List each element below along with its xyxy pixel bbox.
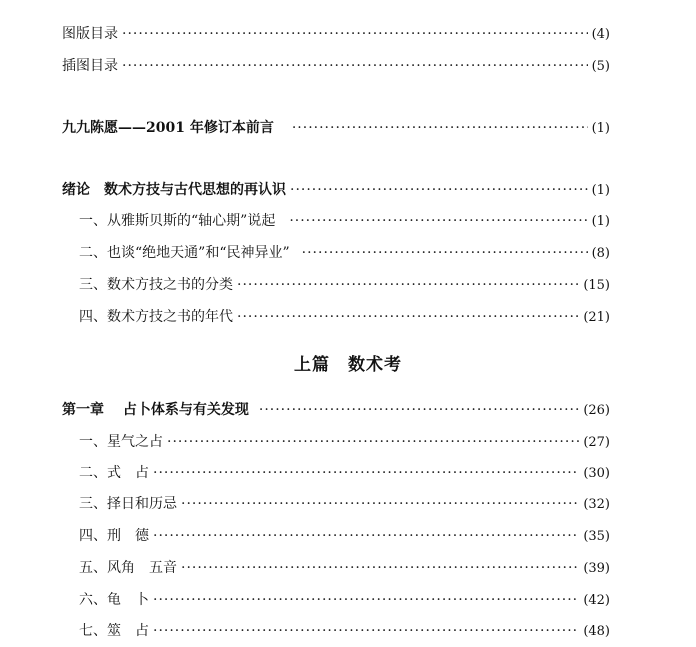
entry-page: (39) xyxy=(583,561,610,576)
entry-page: (8) xyxy=(591,246,610,261)
toc-entry-ch1-1[interactable] xyxy=(79,432,610,453)
toc-entry-intro-1[interactable] xyxy=(79,211,610,232)
entry-page: (35) xyxy=(583,529,610,544)
entry-title: 三、择日和历忌 xyxy=(79,496,177,512)
leader-dots xyxy=(122,24,588,44)
part-heading: 上篇 数术考 xyxy=(294,355,402,375)
leader-dots xyxy=(153,526,579,546)
entry-title: 第一章 占卜体系与有关发现 xyxy=(62,402,249,418)
leader-dots xyxy=(259,400,579,420)
entry-page: (1) xyxy=(591,121,610,136)
leader-dots xyxy=(181,558,579,578)
entry-title: 五、风角 五音 xyxy=(79,560,177,576)
entry-page: (30) xyxy=(583,466,610,481)
entry-page: (5) xyxy=(591,59,610,74)
toc-entry-plates[interactable] xyxy=(62,24,610,45)
entry-title: 绪论 数术方技与古代思想的再认识 xyxy=(62,182,286,198)
entry-title: 一、从雅斯贝斯的“轴心期”说起 xyxy=(79,213,276,229)
toc-entry-ch1-5[interactable] xyxy=(79,558,610,579)
entry-page: (1) xyxy=(591,183,610,198)
entry-title: 六、龟 卜 xyxy=(79,592,149,608)
toc-entry-ch1-7[interactable] xyxy=(79,621,610,642)
leader-dots xyxy=(181,494,579,514)
entry-title: 二、式 占 xyxy=(79,465,149,481)
toc-entry-ch1-2[interactable] xyxy=(79,463,610,484)
entry-title: 三、数术方技之书的分类 xyxy=(79,277,233,293)
leader-dots xyxy=(302,243,588,263)
entry-title: 九九陈愿——2001 年修订本前言 xyxy=(62,120,274,136)
leader-dots xyxy=(167,432,579,452)
leader-dots xyxy=(122,56,588,76)
entry-page: (15) xyxy=(583,278,610,293)
entry-page: (42) xyxy=(583,593,610,608)
toc-entry-intro-3[interactable] xyxy=(79,275,610,296)
leader-dots xyxy=(153,463,579,483)
toc-entry-ch1-3[interactable] xyxy=(79,494,610,515)
leader-dots xyxy=(153,621,579,641)
leader-dots xyxy=(237,307,579,327)
toc-entry-intro-2[interactable] xyxy=(79,243,610,264)
entry-title: 四、数术方技之书的年代 xyxy=(79,309,233,325)
toc-entry-preface[interactable] xyxy=(62,118,610,139)
toc-entry-ch1-4[interactable] xyxy=(79,526,610,547)
entry-page: (1) xyxy=(591,214,610,229)
entry-title: 二、也谈“绝地天通”和“民神异业” xyxy=(79,245,290,261)
leader-dots xyxy=(153,590,579,610)
entry-page: (21) xyxy=(583,310,610,325)
entry-page: (26) xyxy=(583,403,610,418)
leader-dots xyxy=(237,275,579,295)
toc-entry-chapter-1[interactable] xyxy=(62,400,610,421)
leader-dots xyxy=(289,211,587,231)
entry-title: 插图目录 xyxy=(62,58,118,74)
toc-entry-ch1-6[interactable] xyxy=(79,590,610,611)
entry-title: 七、筮 占 xyxy=(79,623,149,639)
entry-title: 图版目录 xyxy=(62,26,118,42)
leader-dots xyxy=(292,118,588,138)
leader-dots xyxy=(290,180,588,200)
entry-page: (48) xyxy=(583,624,610,639)
entry-page: (4) xyxy=(591,27,610,42)
entry-page: (32) xyxy=(583,497,610,512)
entry-page: (27) xyxy=(583,435,610,450)
toc-entry-intro[interactable] xyxy=(62,180,610,201)
entry-title: 一、星气之占 xyxy=(79,434,163,450)
toc-entry-figures[interactable] xyxy=(62,56,610,77)
entry-title: 四、刑 德 xyxy=(79,528,149,544)
toc-entry-intro-4[interactable] xyxy=(79,307,610,328)
